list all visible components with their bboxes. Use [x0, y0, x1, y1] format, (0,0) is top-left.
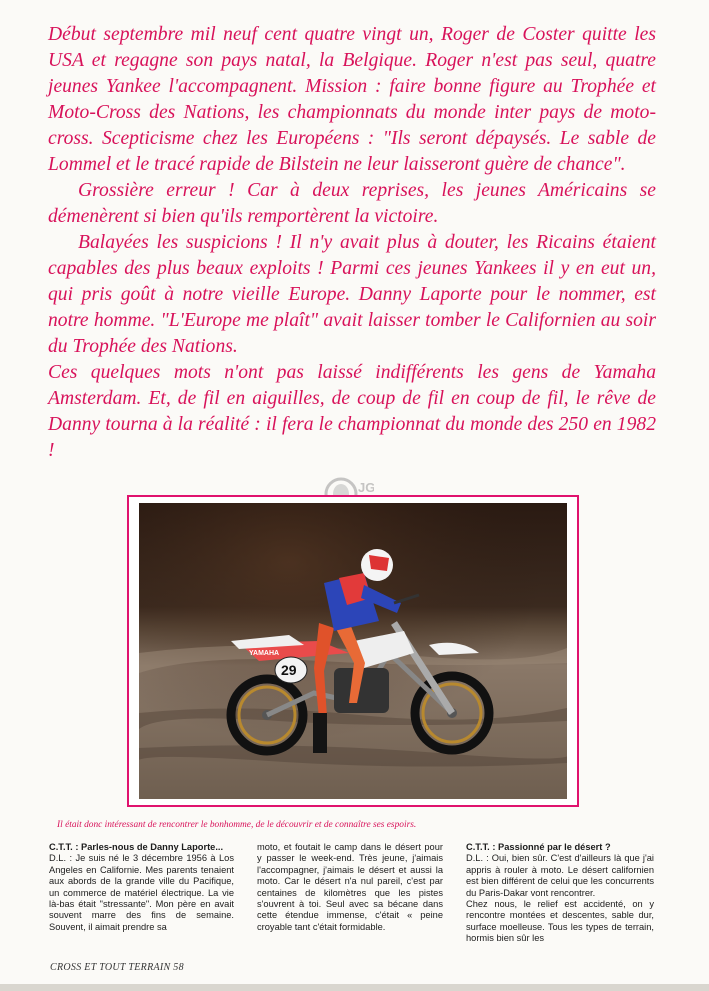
- interview-answer-continued: moto, et foutait le camp dans le désert pour y passer le week-end. Très jeune, j'aimais l'accompagner, j'aimais le désert et aussi la moto. Car le désert n'a nul pareil, c'est par centaines de kilomètres que les pistes s'ouvrent à toi. Seul avec sa bécane dans cette étendue immense, c'était « peine croyable tant c'était formidable.: [257, 842, 443, 932]
- photo-frame: [127, 495, 579, 807]
- bike-brand-label: YAMAHA: [249, 650, 280, 657]
- interview-answer: D.L. : Je suis né le 3 décembre 1956 à Los Angeles en Californie. Mes parents tenaient aux abords de la grande ville du Pacifique, un commerce de matériel électrique. La vie là-bas était "stressante". Mon père en avait souvent marre des fins de semaine. Souvent, il aimait prendre sa: [49, 853, 234, 932]
- watermark-text: JG: [358, 480, 374, 495]
- motocross-photo: [139, 503, 567, 799]
- column-3: [466, 842, 654, 945]
- interview-question: C.T.T. : Parles-nous de Danny Laporte...: [49, 842, 224, 852]
- page-footer: CROSS ET TOUT TERRAIN 58: [50, 962, 184, 973]
- interview-question: C.T.T. : Passionné par le désert ?: [466, 842, 611, 852]
- photo-caption: Il était donc intéressant de rencontrer le bonhomme, de le découvrir et de connaître ses espoirs.: [57, 820, 417, 830]
- intro-paragraph: Début septembre mil neuf cent quatre vingt un, Roger de Coster quitte les USA et regagne son pays natal, la Belgique. Roger n'est pas seul, quatre jeunes Yankee l'accompagnent. Mission : faire bonne figure au Trophée et Moto-Cross des Nations, les championnats du monde inter pays de moto-cross. Scepticisme chez les Européens : "Ils seront dépaysés. Le sable de Lommel et le tracé rapide de Bilstein ne leur laisseront guère de chance".: [48, 24, 656, 175]
- page-edge: [0, 984, 709, 991]
- race-number: 29: [281, 662, 297, 678]
- intro-paragraph: Ces quelques mots n'ont pas laissé indifférents les gens de Yamaha Amsterdam. Et, de fil en aiguilles, de coup de fil en coup de fil, le rêve de Danny tourna à la réalité : il fera le championnat du monde des 250 en 1982 !: [48, 362, 656, 461]
- intro-text: [48, 22, 656, 464]
- intro-paragraph: Grossière erreur ! Car à deux reprises, les jeunes Américains se démenèrent si bien qu'ils remportèrent la victoire.: [48, 180, 656, 227]
- interview-answer: Chez nous, le relief est accidenté, on y rencontre montées et descentes, sable dur, surface moelleuse. Tous les types de terrain, hormis bien sûr les: [466, 899, 654, 944]
- interview-answer: D.L. : Oui, bien sûr. C'est d'ailleurs là que j'ai appris à rouler à moto. Le désert californien est bien différent de celui que les concurrents du Paris-Dakar vont rencontrer.: [466, 853, 654, 898]
- intro-paragraph: Balayées les suspicions ! Il n'y avait plus à douter, les Ricains étaient capables des plus beaux exploits ! Parmi ces jeunes Yankees il y en eut un, qui pris goût à notre vieille Europe. Danny Laporte pour le nommer, est notre homme. "L'Europe me plaît" avait laisser tomber le Californien au soir du Trophée des Nations.: [48, 232, 656, 357]
- column-1: [49, 842, 234, 933]
- column-2: [257, 842, 443, 933]
